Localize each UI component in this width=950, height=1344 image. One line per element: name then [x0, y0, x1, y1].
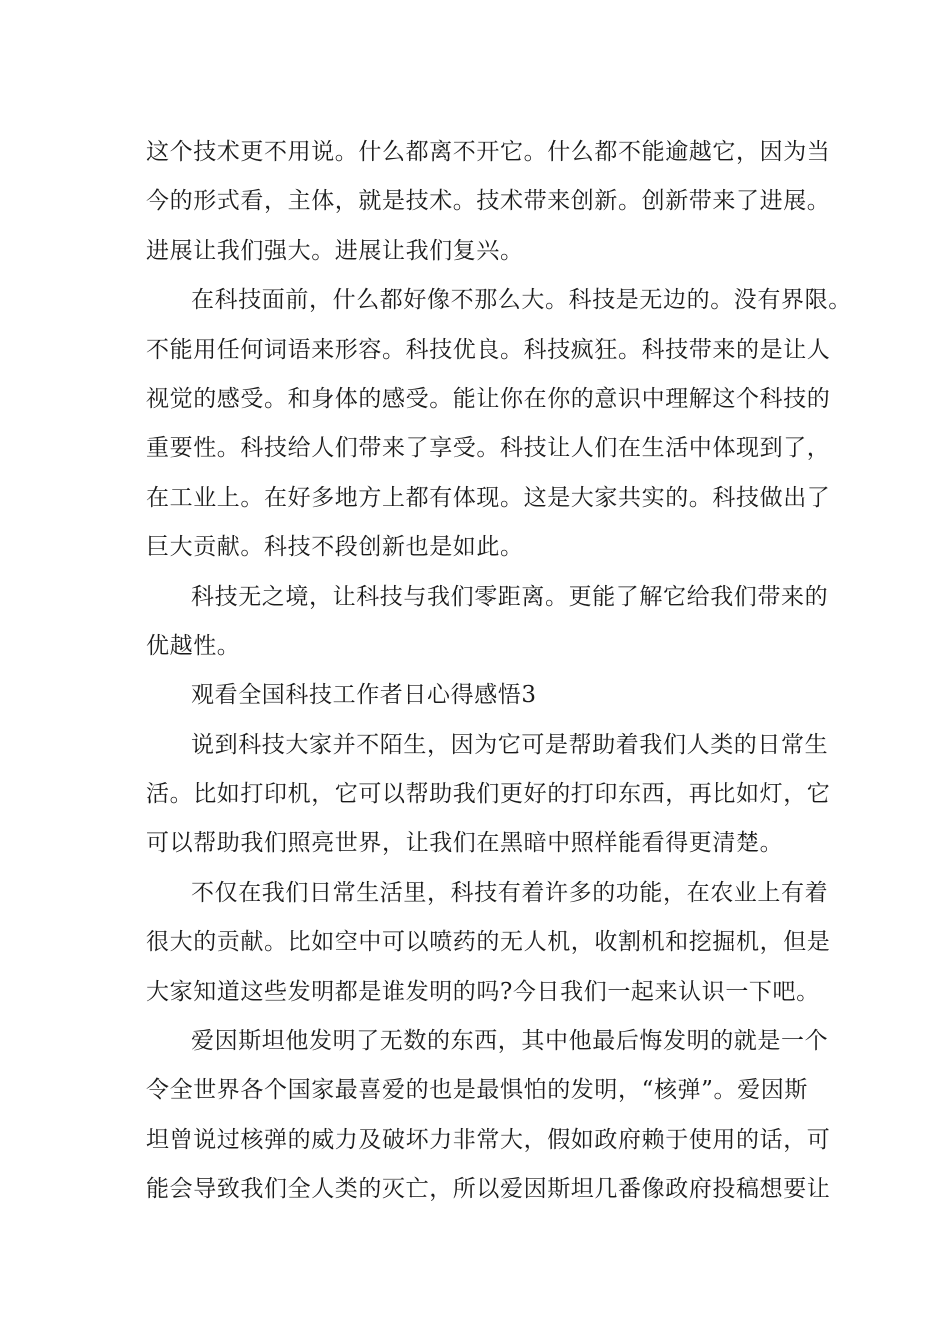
text-line: 很大的贡献。比如空中可以喷药的无人机，收割机和挖掘机，但是 — [146, 929, 831, 956]
text-line: 令全世界各个国家最喜爱的也是最惧怕的发明，“核弹”。爱因斯 — [146, 1077, 808, 1104]
text-line: 优越性。 — [146, 632, 241, 659]
paragraph-first-line: 在科技面前，什么都好像不那么大。科技是无边的。没有界限。 — [191, 287, 852, 314]
paragraph-first-line: 说到科技大家并不陌生，因为它可是帮助着我们人类的日常生 — [191, 731, 829, 758]
section-heading: 观看全国科技工作者日心得感悟3 — [191, 682, 537, 709]
text-line: 大家知道这些发明都是谁发明的吗?今日我们一起来认识一下吧。 — [146, 978, 820, 1005]
paragraph-first-line: 科技无之境，让科技与我们零距离。更能了解它给我们带来的 — [191, 583, 829, 610]
text-line: 重要性。科技给人们带来了享受。科技让人们在生活中体现到了， — [146, 435, 831, 462]
text-line: 进展让我们强大。进展让我们复兴。 — [146, 237, 524, 264]
paragraph-first-line: 爱因斯坦他发明了无数的东西，其中他最后悔发明的就是一个 — [191, 1028, 829, 1055]
text-line: 视觉的感受。和身体的感受。能让你在你的意识中理解这个科技的 — [146, 385, 831, 412]
text-line: 能会导致我们全人类的灭亡，所以爱因斯坦几番像政府投稿想要让 — [146, 1176, 831, 1203]
text-line: 活。比如打印机，它可以帮助我们更好的打印东西，再比如灯，它 — [146, 781, 831, 808]
text-line: 不能用任何词语来形容。科技优良。科技疯狂。科技带来的是让人 — [146, 336, 831, 363]
document-body — [146, 128, 852, 1215]
paragraph-first-line: 不仅在我们日常生活里，科技有着许多的功能，在农业上有着 — [191, 879, 829, 906]
text-line: 巨大贡献。科技不段创新也是如此。 — [146, 534, 524, 561]
text-line: 坦曾说过核弹的威力及破坏力非常大，假如政府赖于使用的话，可 — [146, 1126, 831, 1153]
text-line: 今的形式看，主体，就是技术。技术带来创新。创新带来了进展。 — [146, 188, 831, 215]
text-line: 在工业上。在好多地方上都有体现。这是大家共实的。科技做出了 — [146, 484, 831, 511]
text-line: 可以帮助我们照亮世界，让我们在黑暗中照样能看得更清楚。 — [146, 830, 784, 857]
text-line: 这个技术更不用说。什么都离不开它。什么都不能逾越它，因为当 — [146, 139, 831, 165]
